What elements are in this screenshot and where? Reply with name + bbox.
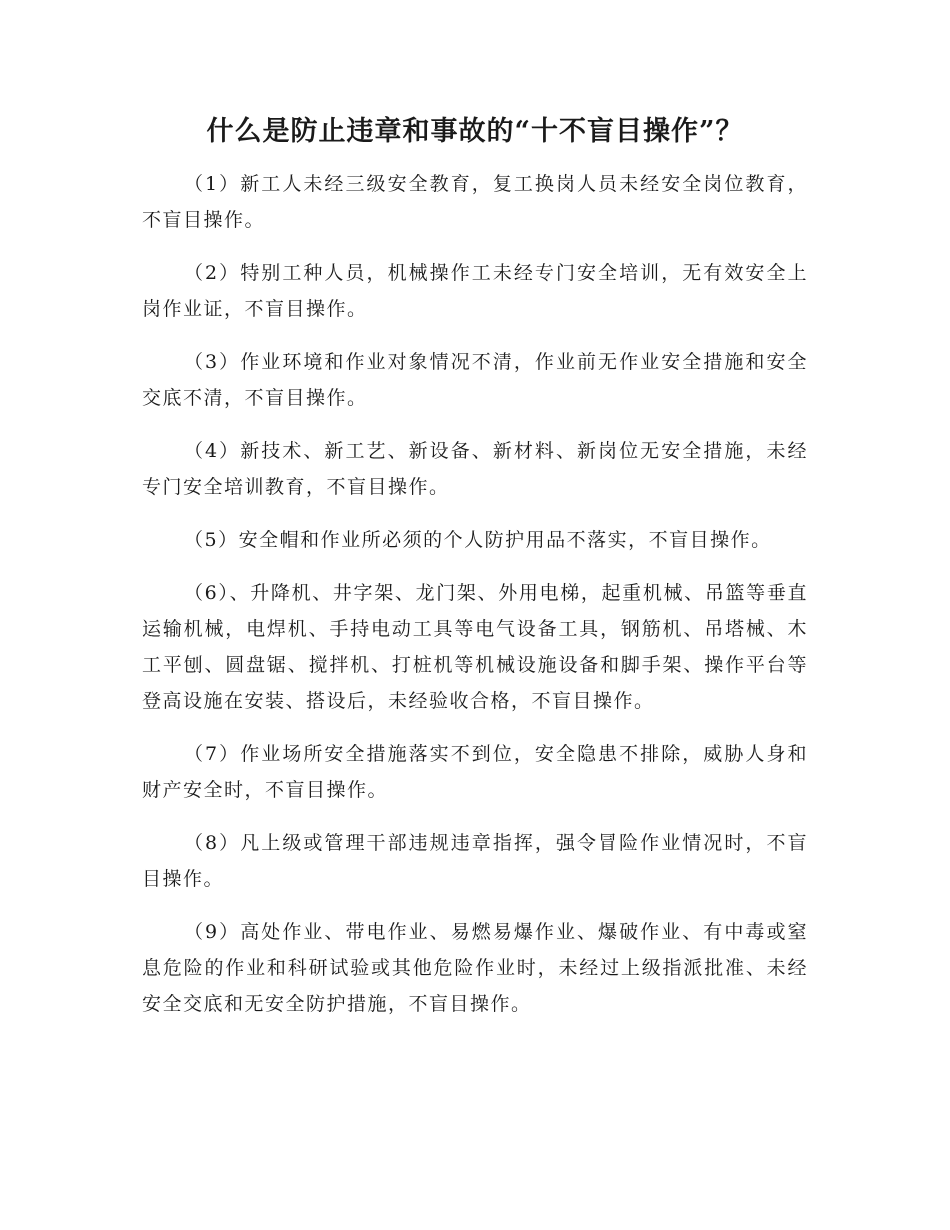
document-body [142, 166, 808, 1039]
paragraph-6: （6）、升降机、井字架、龙门架、外用电梯，起重机械、吊篮等垂直运输机械，电焊机、手持电动工具等电气设备工具，钢筋机、吊塔械、木工平刨、圆盘锯、搅拌机、打桩机等机械设施设备和脚手架、操作平台等登高设施在安装、搭设后，未经验收合格，不盲目操作。 [142, 582, 808, 712]
paragraph-1: （1）新工人未经三级安全教育，复工换岗人员未经安全岗位教育，不盲目操作。 [142, 173, 808, 231]
paragraph-5: （5）安全帽和作业所必须的个人防护用品不落实，不盲目操作。 [184, 529, 772, 551]
paragraph-2: （2）特别工种人员，机械操作工未经专门安全培训，无有效安全上岗作业证，不盲目操作。 [142, 262, 808, 320]
paragraph-7: （7）作业场所安全措施落实不到位，安全隐患不排除，威胁人身和财产安全时，不盲目操作。 [142, 743, 808, 801]
document-title: 什么是防止违章和事故的“十不盲目操作”？ [206, 116, 744, 147]
paragraph-8: （8）凡上级或管理干部违规违章指挥，强令冒险作业情况时，不盲目操作。 [142, 832, 808, 890]
paragraph-9: （9）高处作业、带电作业、易燃易爆作业、爆破作业、有中毒或窒息危险的作业和科研试验或其他危险作业时，未经过上级指派批准、未经安全交底和无安全防护措施，不盲目操作。 [142, 921, 808, 1015]
paragraph-3: （3）作业环境和作业对象情况不清，作业前无作业安全措施和安全交底不清，不盲目操作。 [142, 351, 808, 409]
paragraph-4: （4）新技术、新工艺、新设备、新材料、新岗位无安全措施，未经专门安全培训教育，不盲目操作。 [142, 440, 808, 498]
